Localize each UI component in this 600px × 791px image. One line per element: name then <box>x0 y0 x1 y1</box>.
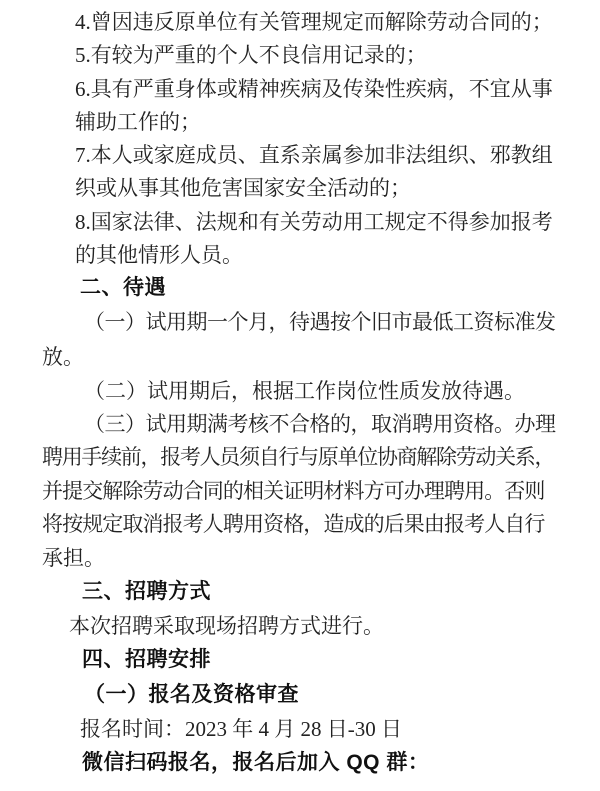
item-7: 7.本人或家庭成员、直系亲属参加非法组织、邪教组 <box>75 143 553 167</box>
para-treatment-3: （三）试用期满考核不合格的，取消聘用资格。办理 <box>84 412 556 436</box>
item-7-continued: 织或从事其他危害国家安全活动的； <box>75 176 411 200</box>
item-8-continued: 的其他情形人员。 <box>75 243 243 267</box>
para-treatment-1: （一）试用期一个月，待遇按个旧市最低工资标准发 <box>84 310 556 334</box>
heading-registration-review: （一）报名及资格审查 <box>84 683 299 706</box>
para-treatment-3-line4: 将按规定取消报考人聘用资格，造成的后果由报考人自行 <box>42 512 545 536</box>
para-treatment-3-line2: 聘用手续前，报考人员须自行与原单位协商解除劳动关系， <box>42 445 555 469</box>
para-treatment-3-line5: 承担。 <box>42 546 105 570</box>
item-6-continued: 辅助工作的； <box>75 110 201 134</box>
para-treatment-3-line3: 并提交解除劳动合同的相关证明材料方可办理聘用。否则 <box>42 479 545 503</box>
item-5: 5.有较为严重的个人不良信用记录的； <box>75 43 427 67</box>
registration-time: 报名时间：2023 年 4 月 28 日-30 日 <box>80 717 402 741</box>
item-6: 6.具有严重身体或精神疾病及传染性疾病，不宜从事 <box>75 77 553 101</box>
heading-section-2-treatment: 二、待遇 <box>80 276 166 299</box>
para-method-1: 本次招聘采取现场招聘方式进行。 <box>69 614 384 638</box>
item-8: 8.国家法律、法规和有关劳动用工规定不得参加报考 <box>75 210 553 234</box>
para-treatment-1-cont: 放。 <box>42 345 84 369</box>
heading-section-4-schedule: 四、招聘安排 <box>82 648 211 671</box>
heading-section-3-method: 三、招聘方式 <box>82 580 211 603</box>
para-treatment-2: （二）试用期后，根据工作岗位性质发放待遇。 <box>84 379 525 403</box>
item-4: 4.曾因违反原单位有关管理规定而解除劳动合同的； <box>75 10 553 34</box>
wechat-qq-signup-note: 微信扫码报名，报名后加入 QQ 群： <box>82 751 430 774</box>
